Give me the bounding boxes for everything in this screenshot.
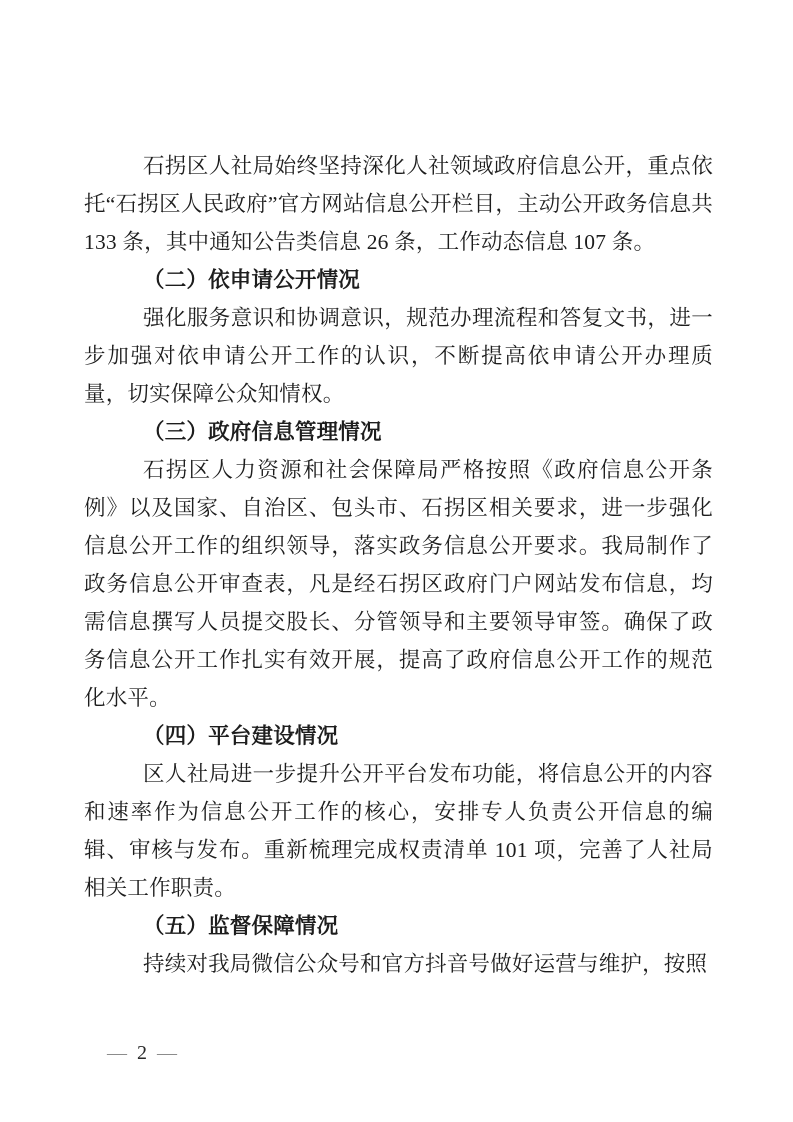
section-heading-supervision-guarantee: （五）监督保障情况 xyxy=(143,914,339,938)
page-footer xyxy=(107,1041,177,1065)
footer-left-dash: — xyxy=(107,1042,127,1064)
document-body xyxy=(84,147,713,983)
section-heading-platform-construction: （四）平台建设情况 xyxy=(143,724,339,748)
paragraph-supervision-guarantee: 持续对我局微信公众号和官方抖音号做好运营与维护，按照 xyxy=(143,952,708,976)
paragraph-proactive-disclosure: 石拐区人社局始终坚持深化人社领域政府信息公开，重点依托“石拐区人民政府”官方网站信息公开栏目，主动公开政务信息共 133 条，其中通知公告类信息 26 条，工作动态信息 107 条。 xyxy=(84,154,713,254)
section-heading-information-management: （三）政府信息管理情况 xyxy=(143,420,382,444)
paragraph-information-management: 石拐区人力资源和社会保障局严格按照《政府信息公开条例》以及国家、自治区、包头市、石拐区相关要求，进一步强化信息公开工作的组织领导，落实政务信息公开要求。我局制作了政务信息公开审查表，凡是经石拐区政府门户网站发布信息，均需信息撰写人员提交股长、分管领导和主要领导审签。确保了政务信息公开工作扎实有效开展，提高了政府信息公开工作的规范化水平。 xyxy=(84,458,713,710)
page-number: 2 xyxy=(137,1042,147,1064)
paragraph-on-request-disclosure: 强化服务意识和协调意识，规范办理流程和答复文书，进一步加强对依申请公开工作的认识，不断提高依申请公开办理质量，切实保障公众知情权。 xyxy=(84,306,713,406)
paragraph-platform-construction: 区人社局进一步提升公开平台发布功能，将信息公开的内容和速率作为信息公开工作的核心，安排专人负责公开信息的编辑、审核与发布。重新梳理完成权责清单 101 项，完善了人社局相关工作职责。 xyxy=(84,762,713,900)
section-heading-on-request-disclosure: （二）依申请公开情况 xyxy=(143,268,361,292)
footer-right-dash: — xyxy=(157,1042,177,1064)
